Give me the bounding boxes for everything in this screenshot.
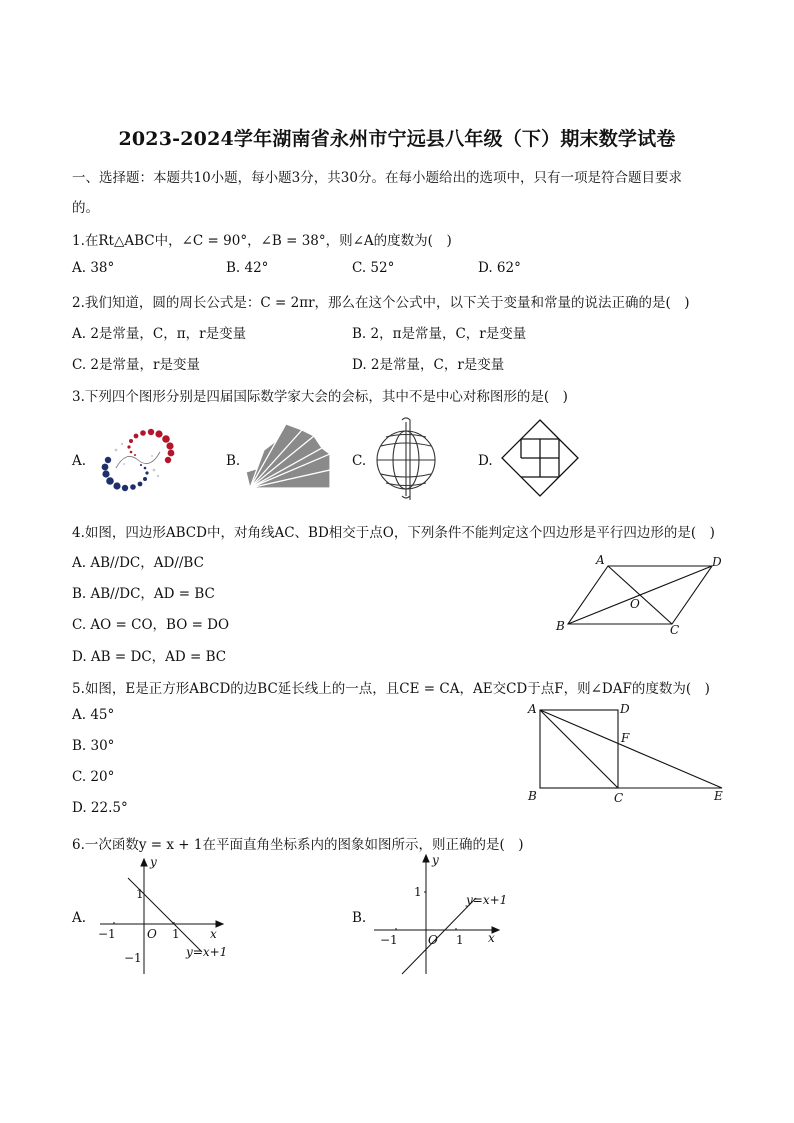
question-5-option-a: A. 45°	[72, 707, 115, 723]
graph-a-y-tick-pos: 1	[136, 887, 144, 901]
graph-b-x-tick-pos: 1	[456, 933, 464, 947]
question-5-stem: 5.如图，E是正方形ABCD的边BC延长线上的一点，且CE = CA，AE交CD于点F，则∠DAF的度数为( )	[72, 681, 710, 697]
page-title: 2023-2024学年湖南省永州市宁远县八年级（下）期末数学试卷	[118, 128, 676, 150]
logo-b-gray-fan	[244, 416, 336, 494]
label-a: A	[596, 553, 605, 567]
question-2-option-b: B. 2，π是常量，C，r是变量	[352, 326, 527, 342]
label-f: F	[621, 731, 630, 745]
question-2-option-d: D. 2是常量，C，r是变量	[352, 357, 505, 373]
section-heading-line2: 的。	[72, 200, 99, 216]
figure-parallelogram-abcd	[552, 552, 728, 636]
question-1-option-c: C. 52°	[352, 260, 395, 276]
graph-a-x-tick-pos: 1	[172, 927, 180, 941]
question-5-option-c: C. 20°	[72, 769, 115, 785]
graph-b-origin: O	[428, 933, 438, 947]
question-4-option-d: D. AB = DC，AD = BC	[72, 649, 227, 665]
question-4-option-b: B. AB//DC，AD = BC	[72, 586, 215, 602]
question-4-stem: 4.如图，四边形ABCD中，对角线AC、BD相交于点O，下列条件不能判定这个四边形是平行四边形的是( )	[72, 525, 715, 541]
question-1-option-a: A. 38°	[72, 260, 115, 276]
label-a: A	[528, 702, 537, 716]
graph-b-line-label: y=x+1	[466, 893, 508, 907]
question-5-option-b: B. 30°	[72, 738, 115, 754]
question-3-option-a: A.	[72, 453, 87, 469]
question-3-stem: 3.下列四个图形分别是四届国际数学家大会的会标，其中不是中心对称图形的是( )	[72, 389, 568, 405]
label-d: D	[712, 555, 722, 569]
question-1-stem: 1.在Rt△ABC中，∠C = 90°，∠B = 38°，则∠A的度数为( )	[72, 233, 452, 249]
label-c: C	[670, 623, 680, 637]
question-3-option-c: C.	[352, 453, 367, 469]
graph-a-y-label: y	[150, 855, 157, 869]
graph-option-b	[370, 852, 510, 978]
label-d: D	[620, 702, 630, 716]
question-4-option-c: C. AO = CO，BO = DO	[72, 617, 230, 633]
question-4-option-a: A. AB//DC，AD//BC	[72, 555, 204, 571]
question-1-option-d: D. 62°	[478, 260, 521, 276]
logo-c-globe	[372, 416, 440, 500]
question-2-stem: 2.我们知道，圆的周长公式是：C = 2πr，那么在这个公式中，以下关于变量和常量的说法正确的是( )	[72, 295, 690, 311]
section-heading-line1: 一、选择题：本题共10小题，每小题3分，共30分。在每小题给出的选项中，只有一项是符合题目要求	[72, 170, 682, 186]
question-2-option-a: A. 2是常量，C，π，r是变量	[72, 326, 247, 342]
logo-d-nested-squares	[500, 418, 580, 498]
graph-b-y-tick-pos: 1	[414, 885, 422, 899]
graph-a-line-label: y=x+1	[186, 945, 228, 959]
graph-option-a	[92, 856, 232, 980]
label-c: C	[614, 791, 624, 805]
graph-a-origin: O	[147, 927, 157, 941]
logo-a-dotted-spiral	[96, 420, 180, 500]
question-1-option-b: B. 42°	[226, 260, 269, 276]
graph-a-x-tick-neg: −1	[98, 927, 116, 941]
figure-square-abcd-extension	[524, 700, 734, 808]
question-5-option-d: D. 22.5°	[72, 800, 128, 816]
question-2-option-c: C. 2是常量，r是变量	[72, 357, 200, 373]
label-b: B	[556, 619, 565, 633]
label-e: E	[714, 789, 723, 803]
graph-a-x-label: x	[210, 927, 217, 941]
question-3-option-d: D.	[478, 453, 493, 469]
question-6-option-b: B.	[352, 910, 367, 926]
question-3-option-b: B.	[226, 453, 241, 469]
question-6-option-a: A.	[72, 910, 87, 926]
label-o: O	[630, 597, 640, 611]
label-b: B	[528, 789, 537, 803]
graph-a-y-tick-neg: −1	[124, 951, 142, 965]
graph-b-x-tick-neg: −1	[380, 933, 398, 947]
graph-b-y-label: y	[432, 853, 439, 867]
question-6-stem: 6.一次函数y = x + 1在平面直角坐标系内的图象如图所示，则正确的是( )	[72, 837, 524, 853]
graph-b-x-label: x	[488, 931, 495, 945]
